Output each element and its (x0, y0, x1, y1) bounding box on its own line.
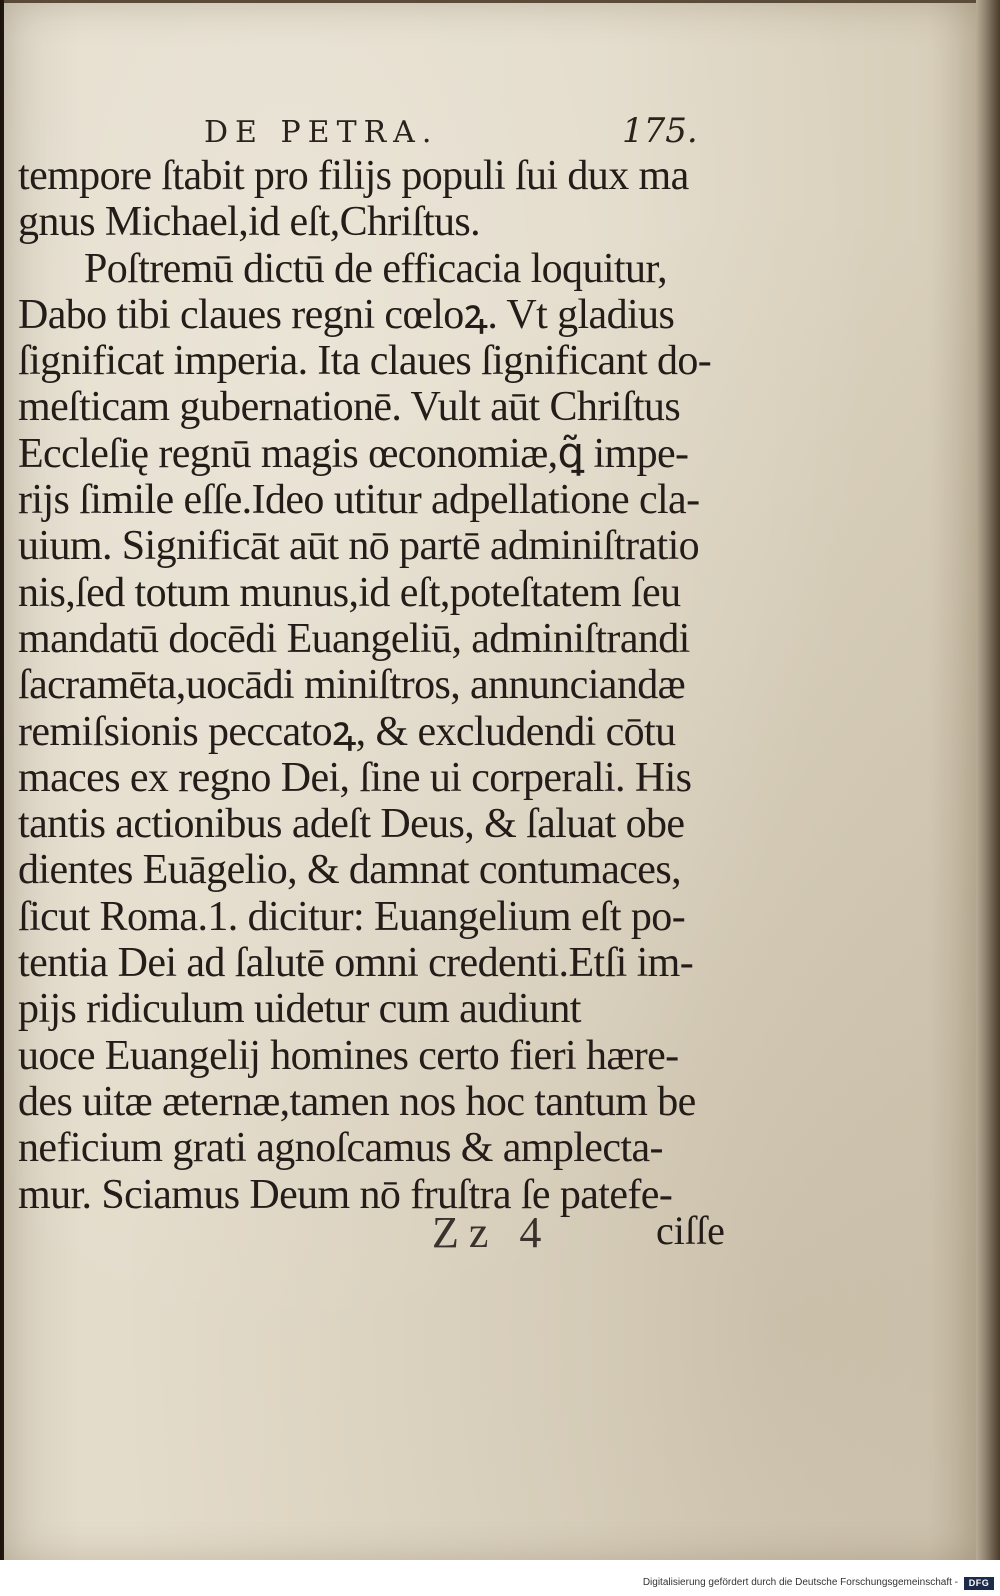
text-line: tantis actionibus adeſt Deus, & ſaluat obe (18, 801, 685, 848)
scan-page-edge (976, 0, 1000, 1560)
dfg-logo: DFG (964, 1577, 994, 1590)
text-line: dientes Euāgelio, & damnat contumaces, (18, 847, 681, 894)
signature-mark: Zz 4 (432, 1208, 552, 1257)
text-line: uoce Euangelij homines certo fieri hære- (18, 1032, 679, 1079)
text-line: ſignificat imperia. Ita claues ſignificant do- (18, 338, 712, 385)
body-text (18, 153, 728, 1218)
text-line: maces ex regno Dei, ſine ui corperali. His (18, 754, 692, 801)
text-line: ſicut Roma.1. dicitur: Euangelium eſt po- (18, 893, 686, 940)
page-number: 175. (622, 111, 698, 151)
text-line: des uitæ æternæ,tamen nos hoc tantum be (18, 1078, 696, 1125)
running-head: DE PETRA. (204, 115, 439, 150)
text-line: mandatū docēdi Euangeliū, adminiſtrandi (18, 615, 690, 662)
text-line: remiſsionis peccatoꝝ, & excludendi cōtu (18, 708, 676, 755)
book-page (4, 0, 976, 1563)
text-line: gnus Michael,id eſt,Chriſtus. (18, 199, 481, 246)
text-line: nis,ſed totum munus,id eſt,poteſtatem ſeu (18, 569, 681, 616)
text-line: tentia Dei ad ſalutē omni credenti.Etſi im- (18, 940, 694, 987)
text-line: mur. Sciamus Deum nō fruſtra ſe patefe- (18, 1171, 673, 1218)
text-line: pijs ridiculum uidetur cum audiunt (18, 986, 581, 1033)
text-line: rijs ſimile eſſe.Ideo utitur adpellatione cla- (18, 477, 700, 524)
text-line: neficium grati agnoſcamus & amplecta- (18, 1125, 663, 1172)
text-line: meſticam gubernationē. Vult aūt Chriſtus (18, 384, 681, 431)
text-line: uium. Significāt aūt nō partē adminiſtratio (18, 523, 700, 570)
text-line: tempore ſtabit pro filijs populi ſui dux ma (18, 153, 689, 199)
text-line: ſacramēta,uocādi miniſtros, annunciandæ (18, 662, 686, 709)
footer-credit: Digitalisierung gefördert durch die Deutsche Forschungsgemeinschaft - (642, 1577, 958, 1588)
text-line: Eccleſię regnū magis œconomiæ,ꝗ̃ impe- (18, 430, 689, 477)
catchword: ciſſe (656, 1208, 725, 1253)
text-line: Dabo tibi claues regni cœloꝝ. Vt gladius (18, 291, 675, 338)
text-line: Poſtremū dictū de efficacia loquitur, (84, 245, 667, 292)
